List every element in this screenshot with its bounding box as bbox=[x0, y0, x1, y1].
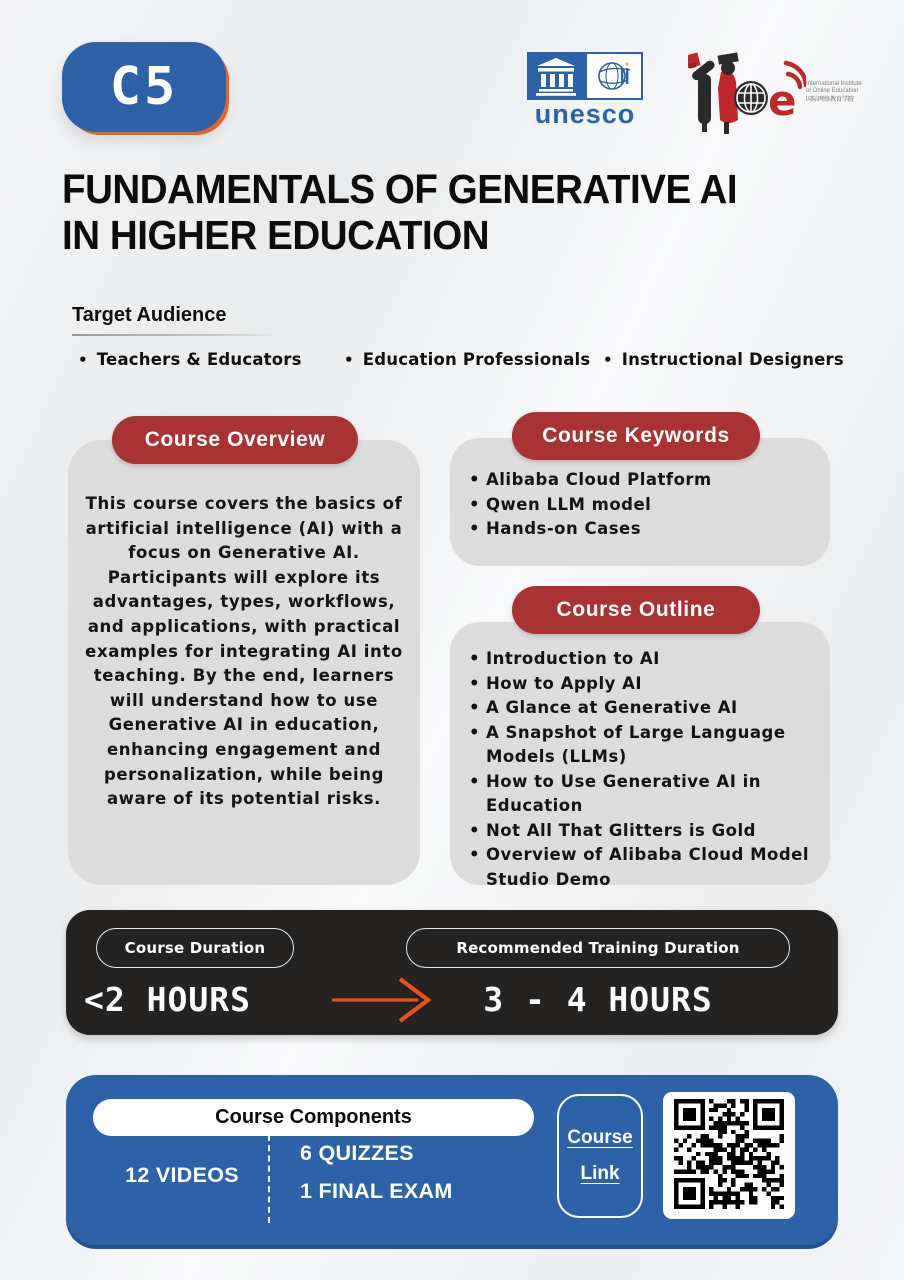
course-duration-value: <2 HOURS bbox=[84, 980, 251, 1019]
target-audience-underline bbox=[72, 334, 280, 336]
outline-item: • Overview of Alibaba Cloud Model Studio Demo bbox=[466, 843, 818, 892]
course-components-header bbox=[93, 1099, 534, 1136]
outline-item: • Introduction to AI bbox=[466, 647, 818, 672]
course-keywords-header bbox=[512, 412, 760, 460]
course-duration-label: Course Duration bbox=[124, 939, 266, 957]
svg-text:e: e bbox=[768, 76, 797, 125]
audience-item-3: • Instructional Designers bbox=[603, 350, 844, 369]
qr-code bbox=[663, 1092, 795, 1219]
keyword-item: • Alibaba Cloud Platform bbox=[466, 468, 816, 493]
iioe-text-line1: International Institute bbox=[806, 81, 862, 87]
videos-count: 12 VIDEOS bbox=[125, 1163, 239, 1187]
course-components-box bbox=[66, 1075, 838, 1245]
duration-bar bbox=[66, 910, 838, 1035]
page-title-line1: FUNDAMENTALS OF GENERATIVE AI bbox=[62, 166, 738, 212]
outline-item: • A Glance at Generative AI bbox=[466, 696, 818, 721]
course-outline-list bbox=[466, 647, 818, 892]
course-keywords-heading-label: Course Keywords bbox=[542, 424, 730, 447]
iioe-logo bbox=[688, 48, 860, 138]
keyword-item: • Hands-on Cases bbox=[466, 517, 816, 542]
course-link-button[interactable] bbox=[557, 1094, 643, 1218]
ichei-globe-icon bbox=[585, 52, 643, 100]
iioe-text-line3: 国际网络教育学院 bbox=[806, 96, 855, 103]
quizzes-count: 6 QUIZZES bbox=[300, 1141, 414, 1165]
course-outline-header bbox=[512, 586, 760, 634]
bullet-icon: • bbox=[78, 351, 88, 369]
dashed-divider bbox=[268, 1135, 270, 1223]
final-exam-count: 1 FINAL EXAM bbox=[300, 1179, 453, 1203]
course-overview-heading-label: Course Overview bbox=[144, 428, 326, 451]
iioe-text-line2: of Online Education bbox=[806, 88, 859, 94]
page-title bbox=[62, 166, 842, 258]
course-link-label-line1: Course bbox=[567, 1127, 633, 1148]
course-code-badge bbox=[62, 42, 226, 132]
page-title-line2: IN HIGHER EDUCATION bbox=[62, 212, 490, 258]
recommended-duration-label: Recommended Training Duration bbox=[456, 939, 740, 957]
unesco-logo bbox=[527, 52, 643, 128]
outline-item: • A Snapshot of Large Language Models (LLMs) bbox=[466, 721, 818, 770]
unesco-temple-icon bbox=[527, 52, 585, 100]
bullet-icon: • bbox=[603, 351, 613, 369]
course-outline-heading-label: Course Outline bbox=[556, 598, 716, 621]
audience-item-1: • Teachers & Educators bbox=[78, 350, 302, 369]
course-overview-body: This course covers the basics of artificial intelligence (AI) with a focus on Generative AI. Participants will explore its advantages, types, workflows, and applications, with practical examples for integrating AI into teaching. By the end, learners will understand how to use Generative AI in education, enhancing engagement and personalization, while being aware of its potential risks. bbox=[85, 494, 403, 809]
course-components-heading-label: Course Components bbox=[215, 1106, 412, 1128]
recommended-duration-pill bbox=[406, 928, 790, 968]
course-link-label-line2: Link bbox=[580, 1163, 620, 1184]
course-keywords-list bbox=[466, 468, 816, 542]
course-code-label: C5 bbox=[109, 57, 179, 117]
course-overview-header bbox=[112, 416, 358, 464]
keyword-item: • Qwen LLM model bbox=[466, 493, 816, 518]
outline-item: • Not All That Glitters is Gold bbox=[466, 819, 818, 844]
recommended-duration-value: 3 - 4 HOURS bbox=[483, 980, 713, 1019]
iioe-graphic-icon bbox=[688, 48, 806, 138]
outline-item: • How to Apply AI bbox=[466, 672, 818, 697]
target-audience-heading: Target Audience bbox=[72, 304, 227, 326]
audience-item-2: • Education Professionals bbox=[344, 350, 591, 369]
outline-item: • How to Use Generative AI in Education bbox=[466, 770, 818, 819]
course-duration-pill bbox=[96, 928, 294, 968]
iioe-logo-text bbox=[806, 81, 862, 104]
bullet-icon: • bbox=[344, 351, 354, 369]
unesco-wordmark: unesco bbox=[534, 99, 636, 129]
